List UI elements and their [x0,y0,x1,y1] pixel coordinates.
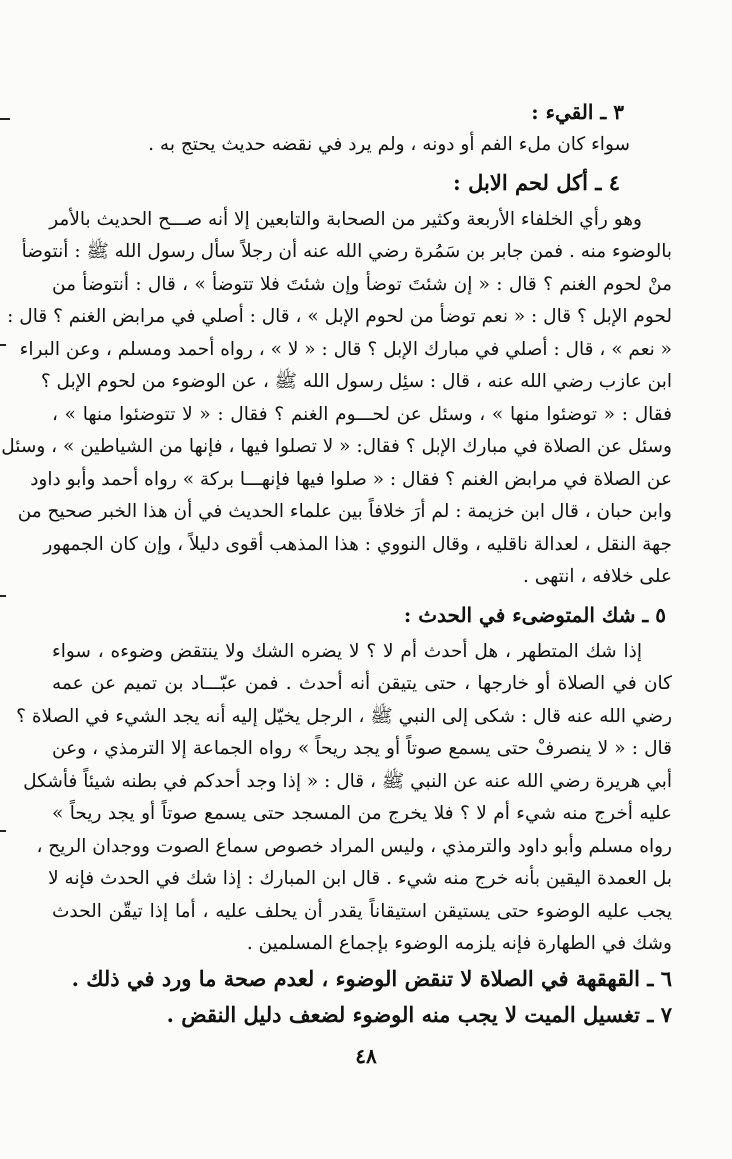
section-heading-doubt: ٥ ـ شك المتوضىء في الحدث : [403,602,666,627]
paragraph-line: يجب عليه الوضوء حتى يستيقن استيقاناً يقدر أن يحلف عليه ، أما إذا تيقّن الحدث [52,900,672,922]
margin-mark [0,344,6,346]
paragraph-line: عليه أخرج منه شيء أم لا ؟ فلا يخرج من المسجد حتى يسمع صوتاً أو يجد ريحاً » [52,803,672,824]
paragraph-line: أبي هريرة رضي الله عنه عن النبي ﷺ ، قال : « إذا وجد أحدكم في بطنه شيئاً فأشكل [23,770,672,792]
paragraph-line: سواء كان ملء الفم أو دونه ، ولم يرد في نقضه حديث يحتج به . [148,134,630,155]
section-heading-camel-meat: ٤ ـ أكل لحم الابل : [453,169,620,195]
paragraph-line: بل العمدة اليقين بأنه خرج منه شيء . قال ابن المبارك : إذا شك في الحدث فإنه لا [48,868,672,889]
paragraph-line: كان في الصلاة أو خارجها ، حتى يتيقن أنه أحدث . فمن عبّـــاد بن تميم عن عمه [52,673,672,694]
paragraph-line: منْ لحوم الغنم ؟ قال : « إن شئتَ توضأ وإن شئتَ فلا تتوضأ » ، قال : أنتوضأ من [52,273,672,295]
paragraph-line: ابن عازب رضي الله عنه ، قال : سئِل رسول الله ﷺ ، عن الوضوء من لحوم الإبل ؟ [40,371,672,392]
page-number: ٤٨ [355,1044,377,1068]
paragraph-line: بالوضوء منه . فمن جابر بن سَمُرة رضي الله عنه أن رجلاً سأل رسول الله ﷺ : أنتوضأ [21,241,672,262]
section-heading-laughter: ٦ ـ القهقهة في الصلاة لا تنقض الوضوء ، لعدم صحة ما ورد في ذلك . [71,965,672,991]
paragraph-line: فقال : « توضئوا منها » ، وسئل عن لحـــوم الغنم ؟ فقال : « لا تتوضئوا منها » ، [52,403,672,425]
paragraph-line: على خلافه ، انتهى . [522,566,672,587]
paragraph-line: وسئل عن الصلاة في مبارك الإبل ؟ فقال: « لا تصلوا فيها ، فإنها من الشياطين » ، وسئل [1,436,672,457]
paragraph-line: وشك في الطهارة فإنه يلزمه الوضوء بإجماع المسلمين . [246,933,672,954]
paragraph-line: وابن حبان ، قال ابن خزيمة : لم أرَ خلافاً بين علماء الحديث في أن هذا الخبر صحيح من [17,501,672,522]
paragraph-line: قال : « لا ينصرفْ حتى يسمع صوتاً أو يجد ريحاً » رواه الجماعة إلا الترمذي ، وعن [52,738,672,759]
paragraph-line: رضي الله عنه قال : شكى إلى النبي ﷺ ، الرجل يخيّل إليه أنه يجد الشيء في الصلاة ؟ [16,705,672,727]
margin-mark [0,595,6,597]
paragraph-line: إذا شك المتطهر ، هل أحدث أم لا ؟ لا يضره الشك ولا ينتقض وضوءه ، سواء [52,640,642,662]
section-heading-vomit: ٣ ـ القيء : [531,100,624,124]
paragraph-line: وهو رأي الخلفاء الأربعة وكثير من الصحابة والتابعين إلا أنه صـــح الحديث بالأمر [49,208,642,230]
paragraph-line: جهة النقل ، لعدالة ناقليه ، وقال النووي : هذا المذهب أقوى دليلاً ، وإن كان الجمهور [43,533,672,555]
page-content [1,95,672,1033]
section-heading-washing-dead: ٧ ـ تغسيل الميت لا يجب منه الوضوء لضعف دليل النقض . [166,1001,672,1027]
margin-mark [0,118,10,120]
paragraph-line: عن الصلاة في مرابض الغنم ؟ فقال : « صلوا فيها فإنهـــا بركة » رواه أحمد وأبو داود [30,468,672,490]
paragraph-line: « نعم » ، قال : أصلي في مبارك الإبل ؟ قال : « لا » ، رواه أحمد ومسلم ، وعن البراء [19,338,672,360]
margin-mark [0,830,6,832]
paragraph-line: رواه مسلم وأبو داود والترمذي ، وليس المراد خصوص سماع الصوت ووجدان الريح ، [36,835,672,857]
paragraph-line: لحوم الإبل ؟ قال : « نعم توضأ من لحوم الإبل » ، قال : أصلي في مرابض الغنم ؟ قال : [7,306,672,327]
